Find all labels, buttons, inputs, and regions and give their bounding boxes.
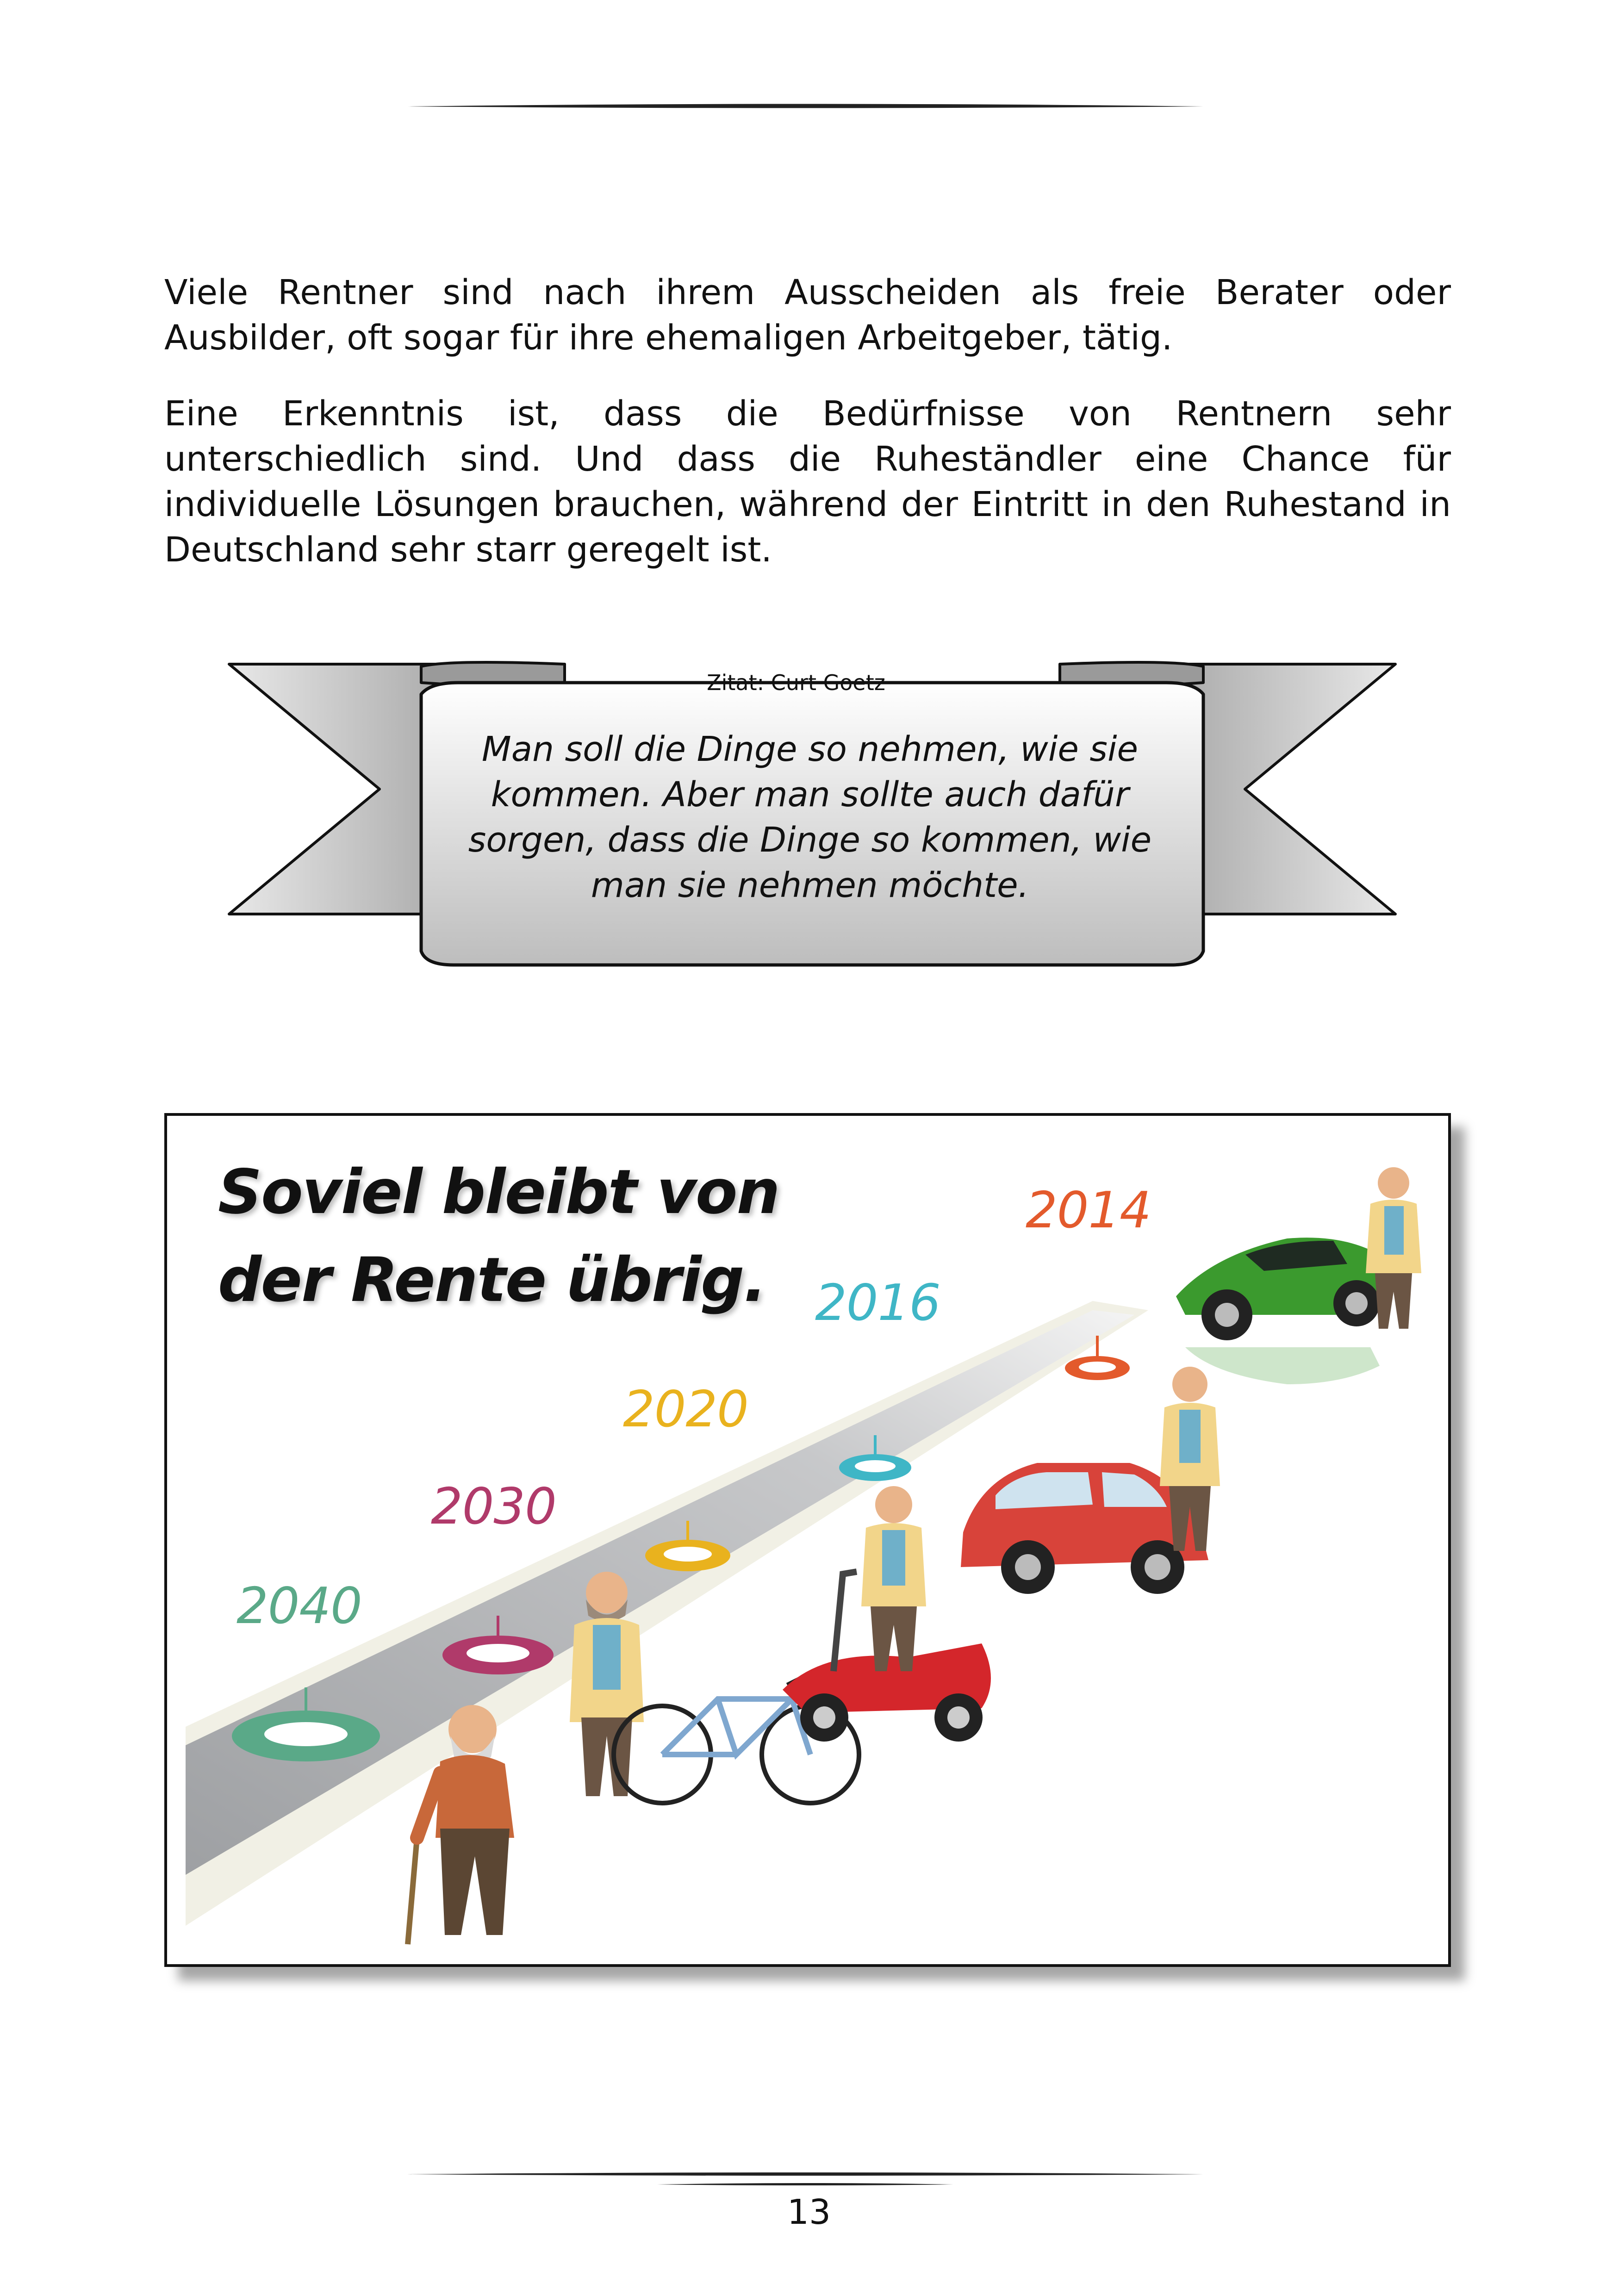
header-rule	[407, 100, 1203, 113]
year-label-2040: 2040	[236, 1577, 362, 1635]
quote-source: Zitat: Curt Goetz	[707, 670, 885, 695]
year-label-2014: 2014	[1026, 1182, 1151, 1239]
paragraph-1: Viele Rentner sind nach ihrem Ausscheiden als freie Berater oder Ausbilder, oft sogar für ihre ehemaligen Arbeitgeber, tätig.	[164, 273, 1451, 358]
marker-2020	[645, 1540, 730, 1571]
pension-infographic	[164, 1113, 1451, 1967]
year-label-2030: 2030	[431, 1478, 556, 1536]
figure-title-line2: der Rente übrig.	[218, 1244, 766, 1316]
footer-rule	[407, 2171, 1203, 2189]
year-label-2020: 2020	[623, 1381, 748, 1438]
quote-text: Man soll die Dinge so nehmen, wie sie kommen. Aber man sollte auch dafür sorgen, dass die Dinge so kommen, wie man sie nehmen möchte.	[468, 729, 1152, 905]
page-number: 13	[787, 2192, 831, 2232]
man-scooter-illustration	[783, 1486, 991, 1742]
figure-title	[218, 1148, 779, 1324]
man-green-car-illustration	[1176, 1167, 1421, 1384]
marker-2040	[232, 1711, 380, 1761]
figure-title-line1: Soviel bleibt von	[218, 1157, 779, 1228]
marker-2030	[442, 1636, 554, 1674]
year-label-2016: 2016	[815, 1274, 940, 1332]
marker-2016	[839, 1454, 911, 1481]
paragraph-2: Eine Erkenntnis ist, dass die Bedürfnisse von Rentnern sehr unterschiedlich sind. Und dass die Ruheständler eine Chance für individuelle Lösungen brauchen, während der Eintritt in den Ruhestand in Deutschland sehr starr geregelt ist.	[164, 394, 1451, 570]
marker-2014	[1065, 1356, 1130, 1380]
